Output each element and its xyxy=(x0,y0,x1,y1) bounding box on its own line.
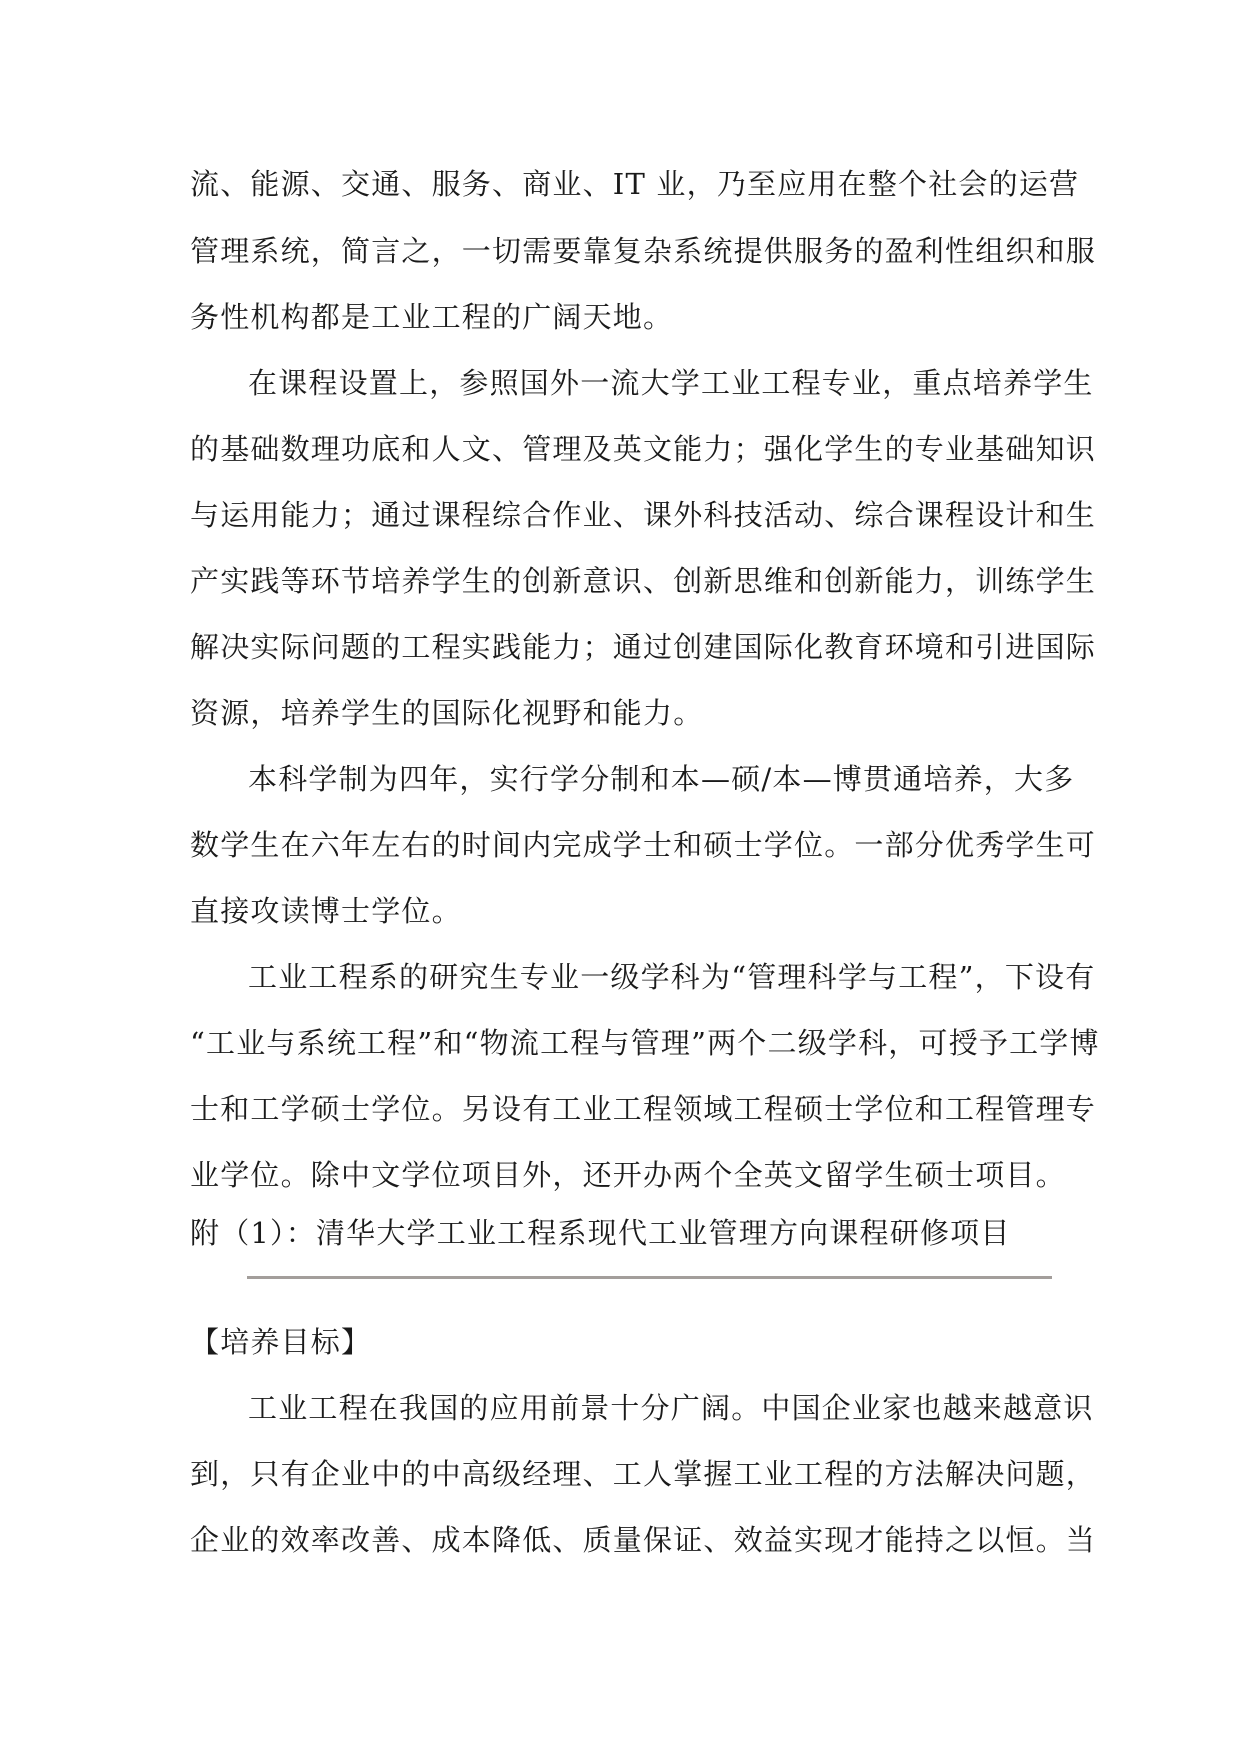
horizontal-divider xyxy=(247,1276,1052,1279)
paragraph-line: 直接攻读博士学位。 xyxy=(190,894,462,928)
paragraph-line: 工业工程在我国的应用前景十分广阔。中国企业家也越来越意识 xyxy=(248,1391,1094,1425)
paragraph-line: 流、能源、交通、服务、商业、IT 业，乃至应用在整个社会的运营 xyxy=(190,167,1080,201)
paragraph-line: 数学生在六年左右的时间内完成学士和硕士学位。一部分优秀学生可 xyxy=(190,828,1097,862)
paragraph-line: 管理系统，简言之，一切需要靠复杂系统提供服务的盈利性组织和服 xyxy=(190,234,1097,268)
paragraph-line: 本科学制为四年，实行学分制和本—硕/本—博贯通培养，大多 xyxy=(248,762,1075,796)
paragraph-line: 业学位。除中文学位项目外，还开办两个全英文留学生硕士项目。 xyxy=(190,1158,1066,1192)
paragraph-line: 务性机构都是工业工程的广阔天地。 xyxy=(190,300,674,334)
paragraph-line: 与运用能力；通过课程综合作业、课外科技活动、综合课程设计和生 xyxy=(190,498,1097,532)
paragraph-line: 资源，培养学生的国际化视野和能力。 xyxy=(190,696,704,730)
appendix-title: 附（1）：清华大学工业工程系现代工业管理方向课程研修项目 xyxy=(190,1216,1011,1250)
paragraph-line: 工业工程系的研究生专业一级学科为“管理科学与工程”，下设有 xyxy=(248,960,1096,994)
paragraph-line: 在课程设置上，参照国外一流大学工业工程专业，重点培养学生 xyxy=(248,366,1094,400)
paragraph-line: 到，只有企业中的中高级经理、工人掌握工业工程的方法解决问题， xyxy=(190,1457,1097,1491)
paragraph-line: “工业与系统工程”和“物流工程与管理”两个二级学科，可授予工学博 xyxy=(190,1026,1100,1060)
section-heading: 【培养目标】 xyxy=(190,1325,372,1359)
document-body xyxy=(190,0,1100,1754)
paragraph-line: 产实践等环节培养学生的创新意识、创新思维和创新能力，训练学生 xyxy=(190,564,1097,598)
paragraph-line: 解决实际问题的工程实践能力；通过创建国际化教育环境和引进国际 xyxy=(190,630,1097,664)
paragraph-line: 企业的效率改善、成本降低、质量保证、效益实现才能持之以恒。当 xyxy=(190,1523,1097,1557)
paragraph-line: 士和工学硕士学位。另设有工业工程领域工程硕士学位和工程管理专 xyxy=(190,1092,1097,1126)
paragraph-line: 的基础数理功底和人文、管理及英文能力；强化学生的专业基础知识 xyxy=(190,432,1097,466)
